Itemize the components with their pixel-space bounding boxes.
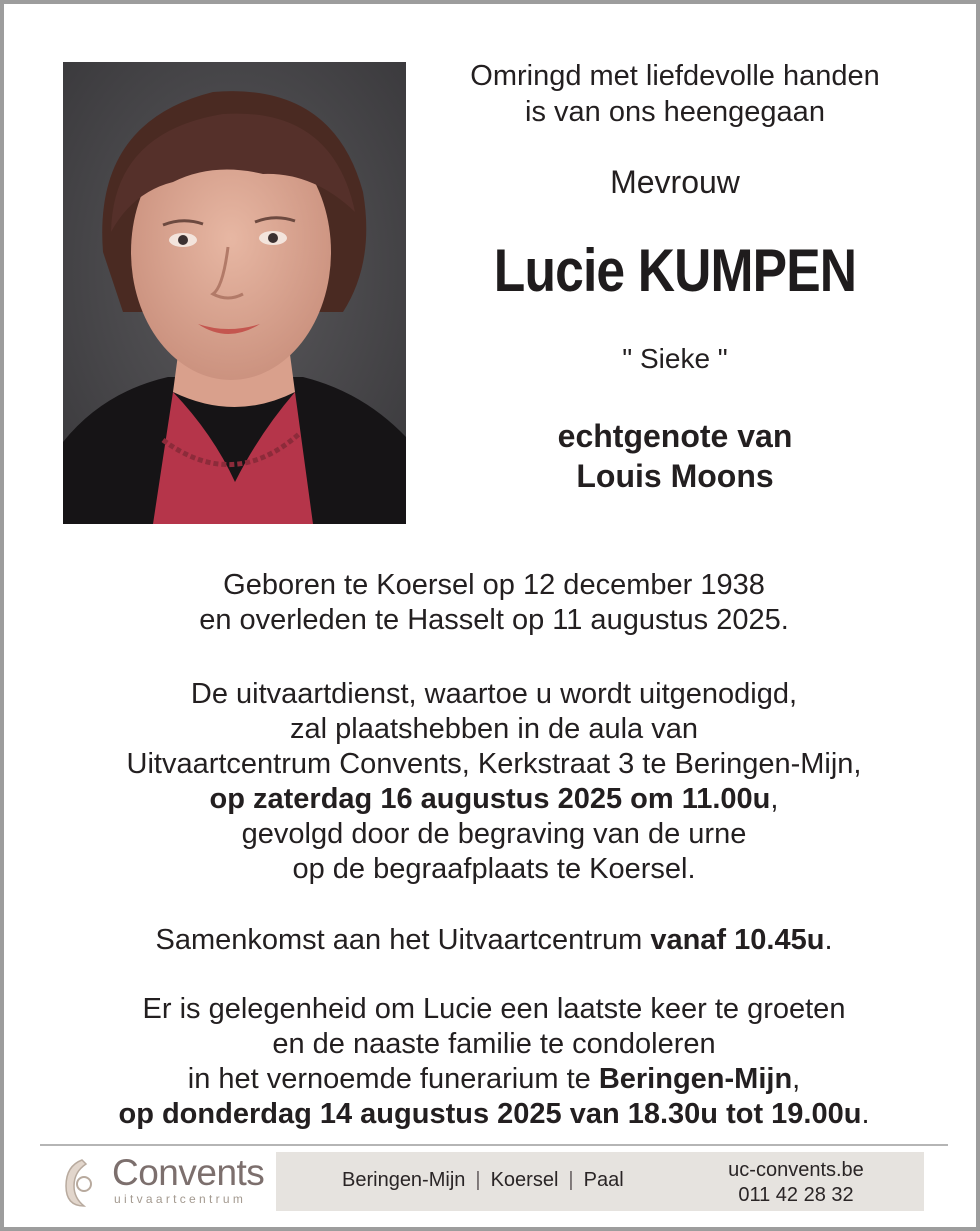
service-date-line bbox=[44, 782, 944, 817]
viewing-text: in het vernoemde funerarium te bbox=[187, 1063, 599, 1095]
service-line: zal plaatshebben in de aula van bbox=[290, 713, 698, 745]
gathering-line bbox=[44, 923, 944, 958]
spouse-name: Louis Moons bbox=[576, 458, 774, 494]
nickname: " Sieke " bbox=[622, 343, 728, 374]
punctuation: . bbox=[824, 924, 833, 956]
punctuation: , bbox=[792, 1063, 801, 1095]
service-line: De uitvaartdienst, waartoe u wordt uitgenodigd, bbox=[190, 678, 798, 710]
service-paragraph bbox=[44, 677, 944, 887]
birth-death-paragraph bbox=[44, 568, 944, 638]
punctuation: . bbox=[861, 1098, 870, 1130]
viewing-date-line bbox=[44, 1097, 944, 1132]
gathering-paragraph bbox=[44, 923, 944, 958]
separator: | bbox=[475, 1169, 481, 1191]
footer-info-band bbox=[276, 1152, 924, 1211]
location-item: Paal bbox=[583, 1169, 624, 1191]
footer-divider bbox=[40, 1144, 948, 1146]
birth-line: Geboren te Koersel op 12 december 1938 bbox=[223, 569, 765, 601]
location-item: Beringen-Mijn bbox=[342, 1169, 466, 1191]
gathering-text: Samenkomst aan het Uitvaartcentrum bbox=[155, 924, 651, 956]
website-link[interactable]: uc-convents.be bbox=[728, 1159, 864, 1181]
viewing-location-line bbox=[44, 1062, 944, 1097]
locations-list bbox=[342, 1169, 624, 1192]
spouse-relation: echtgenote van bbox=[557, 418, 793, 454]
honorific: Mevrouw bbox=[610, 164, 740, 200]
convents-logo bbox=[62, 1154, 272, 1214]
viewing-paragraph bbox=[44, 992, 944, 1132]
service-line: gevolgd door de begraving van de urne bbox=[241, 818, 747, 850]
service-date: op zaterdag 16 augustus 2025 om 11.00u bbox=[209, 783, 771, 815]
logo-wordmark: Convents bbox=[112, 1152, 265, 1193]
service-line: op de begraafplaats te Koersel. bbox=[292, 853, 696, 885]
contact-block bbox=[696, 1158, 896, 1208]
separator: | bbox=[568, 1169, 574, 1191]
logo-subtitle: uitvaartcentrum bbox=[114, 1192, 247, 1206]
portrait-photo bbox=[63, 62, 406, 524]
intro-text bbox=[424, 58, 926, 130]
portrait-illustration bbox=[63, 62, 406, 524]
location-item: Koersel bbox=[490, 1169, 559, 1191]
intro-line: Omringd met liefdevolle handen bbox=[470, 60, 880, 92]
deceased-name: Lucie KUMPEN bbox=[493, 237, 857, 304]
viewing-line: Er is gelegenheid om Lucie een laatste keer te groeten bbox=[142, 993, 846, 1025]
punctuation: , bbox=[770, 783, 779, 815]
viewing-date: op donderdag 14 augustus 2025 van 18.30u tot 19.00u bbox=[118, 1098, 862, 1130]
intro-line: is van ons heengegaan bbox=[525, 96, 825, 128]
service-line: Uitvaartcentrum Convents, Kerkstraat 3 te Beringen-Mijn, bbox=[126, 748, 862, 780]
spouse-block bbox=[424, 416, 926, 496]
gathering-time: vanaf 10.45u bbox=[650, 924, 825, 956]
death-line: en overleden te Hasselt op 11 augustus 2025. bbox=[199, 604, 789, 636]
phone-number[interactable]: 011 42 28 32 bbox=[738, 1184, 854, 1206]
viewing-location: Beringen-Mijn bbox=[598, 1063, 793, 1095]
viewing-line: en de naaste familie te condoleren bbox=[272, 1028, 716, 1060]
convents-logo-icon bbox=[62, 1156, 98, 1210]
